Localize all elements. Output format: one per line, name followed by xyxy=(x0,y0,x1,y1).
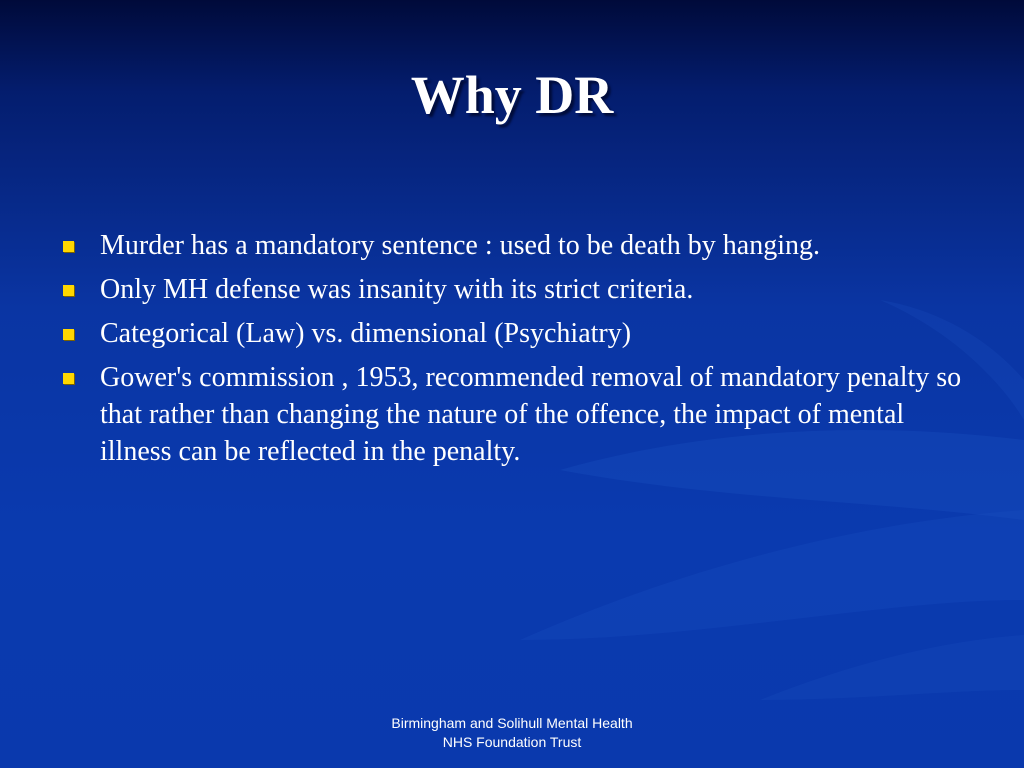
bullet-item xyxy=(62,271,972,308)
footer-line-2: NHS Foundation Trust xyxy=(442,734,582,750)
bullet-text: Only MH defense was insanity with its strict criteria. xyxy=(100,274,694,305)
bullet-text: Categorical (Law) vs. dimensional (Psychiatry) xyxy=(100,318,632,349)
square-bullet-icon xyxy=(63,241,74,252)
footer-organization xyxy=(312,714,712,752)
bullet-text: Gower's commission , 1953, recommended removal of mandatory penalty so that rather than changing the nature of the offence, the impact of mental illness can be reflected in the penalty. xyxy=(100,362,962,467)
square-bullet-icon xyxy=(63,329,74,340)
bullet-item xyxy=(62,359,972,470)
bullet-item xyxy=(62,315,972,352)
bullet-text: Murder has a mandatory sentence : used to be death by hanging. xyxy=(100,230,821,261)
footer-line-1: Birmingham and Solihull Mental Health xyxy=(391,715,633,731)
square-bullet-icon xyxy=(63,373,74,384)
slide-title: Why DR xyxy=(410,65,614,125)
square-bullet-icon xyxy=(63,285,74,296)
bullet-item xyxy=(62,227,972,264)
bullet-list xyxy=(62,227,972,477)
